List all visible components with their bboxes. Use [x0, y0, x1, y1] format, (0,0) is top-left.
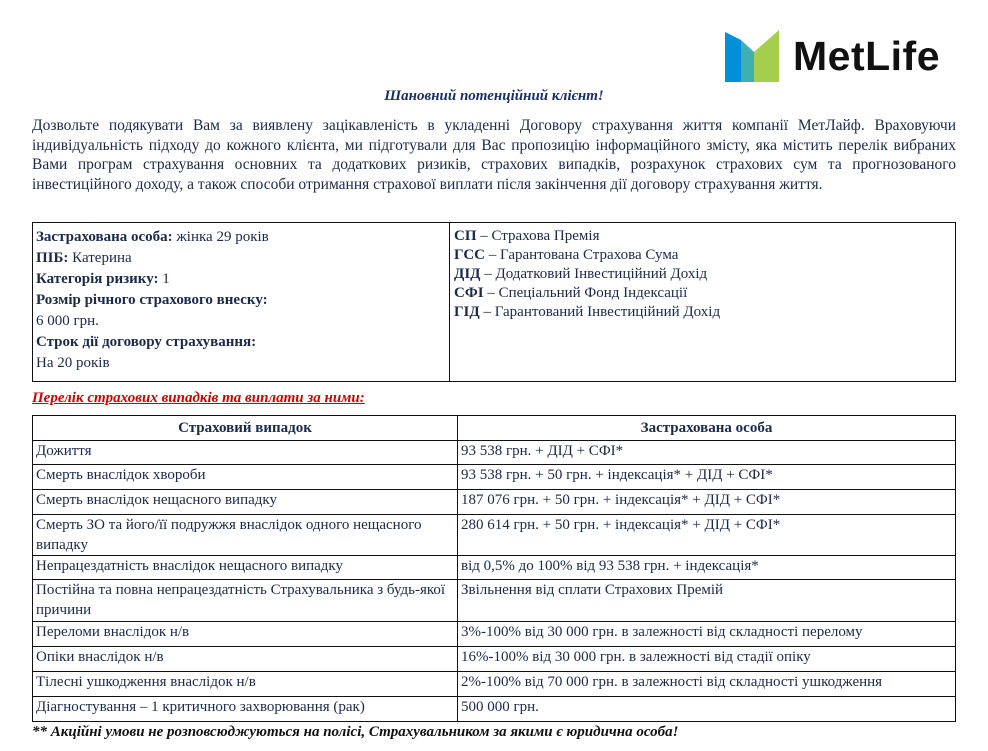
risk-value: 1	[162, 271, 170, 287]
abbr-term: ГІД	[454, 304, 480, 320]
table-header-row	[33, 416, 956, 441]
term-value: На 20 років	[36, 355, 110, 371]
greeting: Шановний потенційний клієнт!	[384, 88, 604, 104]
name-value: Катерина	[72, 250, 132, 266]
table-row	[33, 515, 956, 556]
abbr-term: СФІ	[454, 285, 484, 301]
abbreviations-legend	[450, 223, 955, 381]
insured-label: Застрахована особа:	[36, 229, 173, 245]
insured-row	[36, 227, 446, 248]
case-cell: Постійна та повна непрацездатність Страхувальника з будь-якої причини	[33, 580, 458, 622]
payout-cell: 93 538 грн. + 50 грн. + індексація* + ДІД + СФІ*	[458, 465, 956, 490]
risk-row	[36, 269, 446, 290]
case-cell: Діагностування – 1 критичного захворювання (рак)	[33, 697, 458, 722]
name-label: ПІБ:	[36, 250, 69, 266]
payout-cell: 187 076 грн. + 50 грн. + індексація* + ДІД + СФІ*	[458, 490, 956, 515]
case-cell: Непрацездатність внаслідок нещасного випадку	[33, 556, 458, 580]
client-info-box	[32, 222, 956, 382]
payout-cell: 280 614 грн. + 50 грн. + індексація* + ДІД + СФІ*	[458, 515, 956, 556]
name-row	[36, 248, 446, 269]
payout-cell: 3%-100% від 30 000 грн. в залежності від складності перелому	[458, 622, 956, 647]
column-header-case: Страховий випадок	[33, 416, 458, 441]
case-cell: Смерть внаслідок нещасного випадку	[33, 490, 458, 515]
premium-label: Розмір річного страхового внеску:	[36, 292, 268, 308]
table-row	[33, 647, 956, 672]
abbr-desc: – Спеціальний Фонд Індексації	[487, 285, 688, 301]
payout-cell: 16%-100% від 30 000 грн. в залежності від стадії опіку	[458, 647, 956, 672]
term-label: Строк дії договору страхування:	[36, 334, 257, 350]
case-cell: Дожиття	[33, 441, 458, 465]
table-row	[33, 672, 956, 697]
logo-wordmark: MetLife	[793, 32, 940, 79]
table-row	[33, 465, 956, 490]
abbr-term: ДІД	[454, 266, 481, 282]
abbr-term: СП	[454, 228, 477, 244]
table-row	[33, 622, 956, 647]
table-row	[33, 580, 956, 622]
payout-cell: від 0,5% до 100% від 93 538 грн. + індексація*	[458, 556, 956, 580]
metlife-logo	[725, 30, 940, 82]
abbr-item	[454, 246, 951, 265]
abbr-desc: – Страхова Премія	[480, 228, 600, 244]
abbr-term: ГСС	[454, 247, 486, 263]
risk-label: Категорія ризику:	[36, 271, 159, 287]
case-cell: Переломи внаслідок н/в	[33, 622, 458, 647]
payout-cell: 500 000 грн.	[458, 697, 956, 722]
case-cell: Тілесні ушкодження внаслідок н/в	[33, 672, 458, 697]
premium-label-row	[36, 290, 446, 311]
column-header-insured: Застрахована особа	[458, 416, 956, 441]
client-details	[33, 223, 450, 381]
intro-paragraph: Дозвольте подякувати Вам за виявлену зацікавленість в укладенні Договору страхування життя компанії МетЛайф. Враховуючи індивідуальність підходу до кожного клієнта, ми підготували для Вас пропозицію інформаційного змісту, яка містить перелік вибраних Вами програм страхування основних та додаткових ризиків, страхових випадків, розрахунок страхових сум та прогнозованого інвестиційного доходу, а також способи отримання страхової виплати після закінчення дії договору страхування життя.	[32, 117, 956, 193]
case-cell: Смерть внаслідок хвороби	[33, 465, 458, 490]
table-row	[33, 441, 956, 465]
premium-value: 6 000 грн.	[36, 313, 99, 329]
table-row	[33, 556, 956, 580]
abbr-item	[454, 284, 951, 303]
table-row	[33, 697, 956, 722]
abbr-desc: – Гарантований Інвестиційний Дохід	[483, 304, 721, 320]
abbr-item	[454, 227, 951, 246]
insured-value: жінка 29 років	[176, 229, 269, 245]
abbr-desc: – Додатковий Інвестиційний Дохід	[484, 266, 708, 282]
abbr-desc: – Гарантована Страхова Сума	[488, 247, 679, 263]
footnote: ** Акційні умови не розповсюджуються на полісі, Страхувальником за якими є юридична особа!	[32, 724, 679, 740]
term-label-row	[36, 332, 446, 353]
table-row	[33, 490, 956, 515]
case-cell: Смерть ЗО та його/її подружжя внаслідок одного нещасного випадку	[33, 515, 458, 556]
section-title: Перелік страхових випадків та виплати за ними:	[32, 390, 365, 406]
payout-cell: 2%-100% від 70 000 грн. в залежності від складності ушкодження	[458, 672, 956, 697]
payout-cell: 93 538 грн. + ДІД + СФІ*	[458, 441, 956, 465]
payout-cell: Звільнення від сплати Страхових Премій	[458, 580, 956, 622]
abbr-item	[454, 303, 951, 322]
case-cell: Опіки внаслідок н/в	[33, 647, 458, 672]
insurance-cases-table	[32, 415, 956, 722]
abbr-item	[454, 265, 951, 284]
metlife-logo-mark-icon	[725, 30, 779, 82]
